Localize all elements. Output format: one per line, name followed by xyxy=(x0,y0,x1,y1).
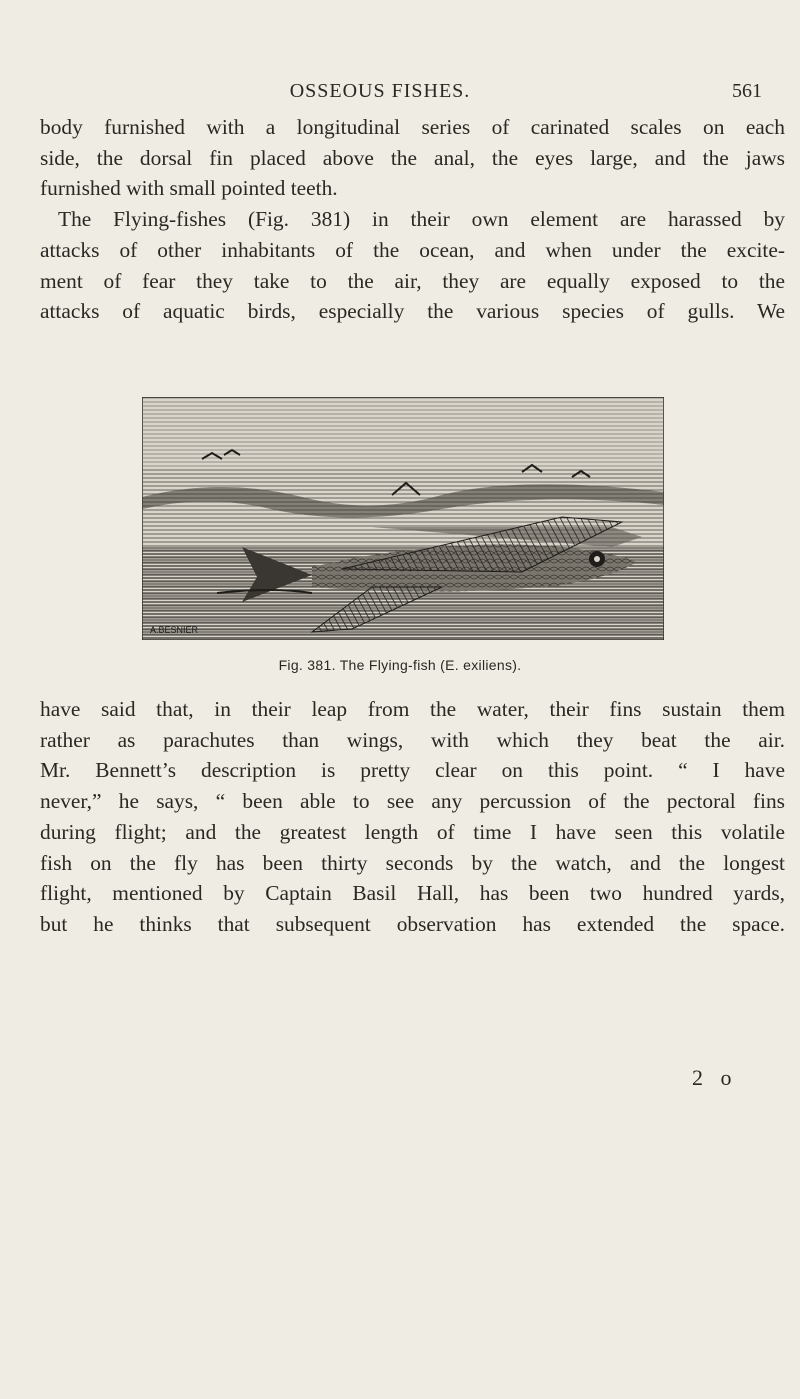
text-line: attacks of other inhabitants of the ocean, and when under the excite- xyxy=(40,237,785,262)
paragraph-1 xyxy=(40,112,785,327)
text-line: body furnished with a longitudinal series of carinated scales on each xyxy=(40,115,785,139)
text-line: attacks of aquatic birds, especially the various species of gulls. We xyxy=(40,299,785,324)
page-number: 561 xyxy=(732,80,762,102)
text-line: during flight; and the greatest length of time I have seen this volatile xyxy=(40,819,785,844)
text-line: side, the dorsal fin placed above the anal, the eyes large, and the jaws xyxy=(40,145,785,170)
text-line: never,” he says, “ been able to see any percussion of the pectoral fins xyxy=(40,789,785,814)
figure-caption: Fig. 381. The Flying-fish (E. exiliens). xyxy=(278,657,522,673)
text-line: fish on the fly has been thirty seconds by the watch, and the longest xyxy=(40,850,785,875)
paragraph-2 xyxy=(40,694,785,940)
engraving-illustration xyxy=(142,397,664,640)
flying-fish-engraving xyxy=(142,397,664,640)
engraver-mark: A.BESNIER xyxy=(150,625,199,635)
text-line: furnished with small pointed teeth. xyxy=(40,176,338,201)
text-line: The Flying-fishes (Fig. 381) in their own element are harassed by xyxy=(58,207,785,232)
text-line: but he thinks that subsequent observation has extended the space. xyxy=(40,911,785,936)
text-line: have said that, in their leap from the water, their fins sustain them xyxy=(40,697,785,721)
text-line: rather as parachutes than wings, with which they beat the air. xyxy=(40,727,785,752)
text-line: flight, mentioned by Captain Basil Hall, has been two hundred yards, xyxy=(40,881,785,906)
signature-mark: 2 o xyxy=(692,1065,738,1090)
running-title: OSSEOUS FISHES. xyxy=(289,80,471,102)
text-line: ment of fear they take to the air, they are equally exposed to the xyxy=(40,268,785,293)
text-line: Mr. Bennett’s description is pretty clear on this point. “ I have xyxy=(40,758,785,783)
